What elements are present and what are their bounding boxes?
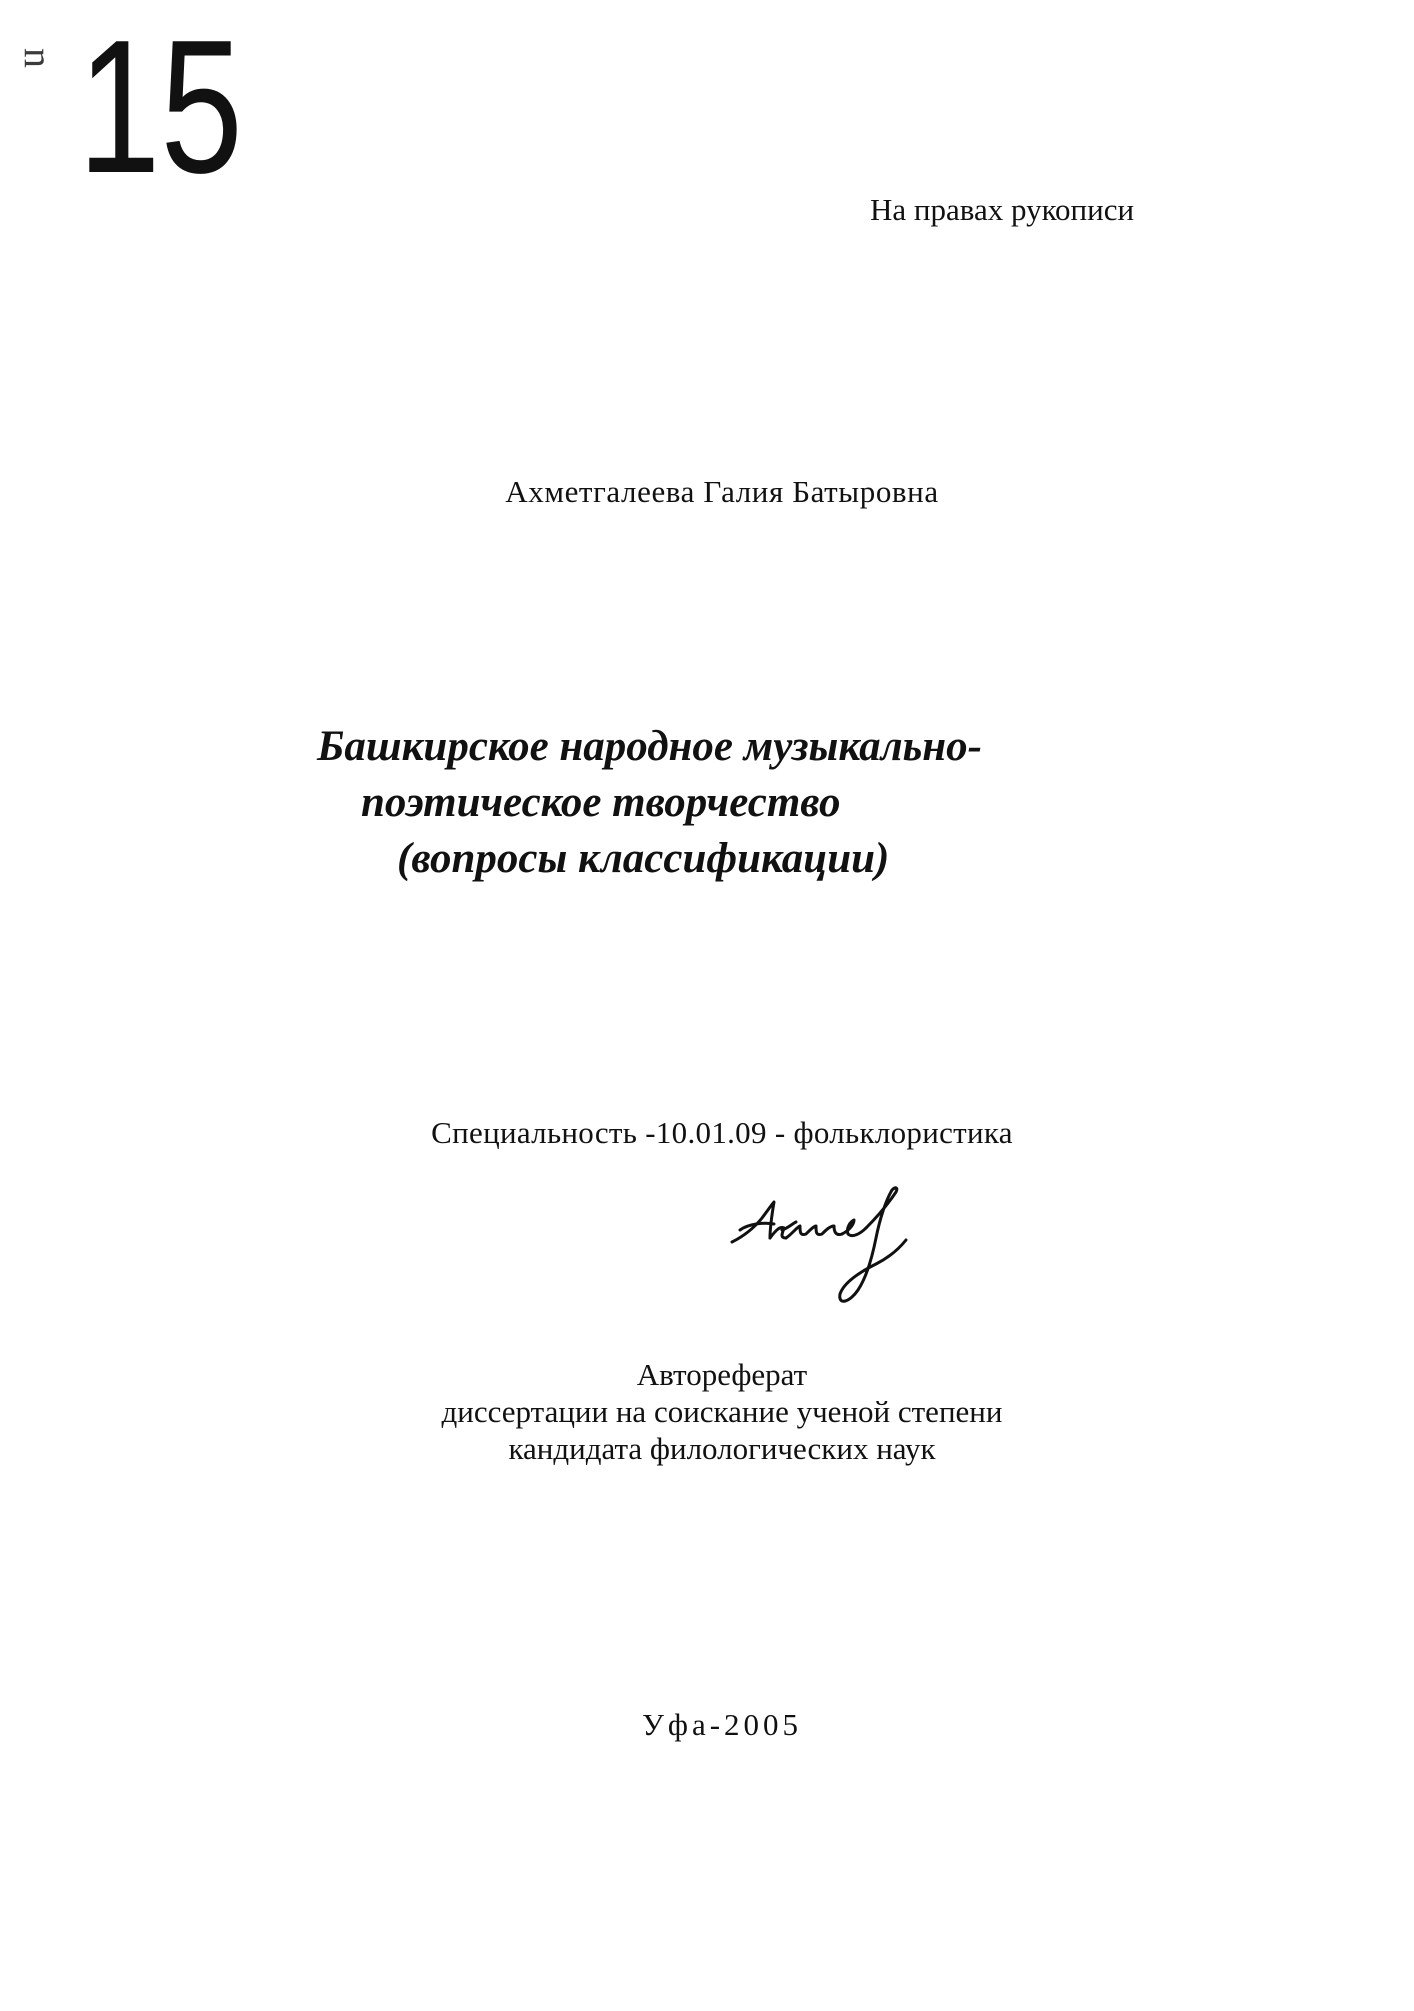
specialty-line: Специальность -10.01.09 - фольклористика: [431, 1115, 1013, 1150]
document-type-line-3: кандидата филологических наук: [508, 1431, 936, 1466]
document-type-line-2: диссертации на соискание ученой степени: [441, 1394, 1003, 1429]
title-line-3: (вопросы классификации): [397, 835, 890, 882]
stamp-number: 15: [78, 1, 243, 213]
document-type-block: [0, 1356, 1414, 1467]
manuscript-notice: На правах рукописи: [870, 192, 1135, 227]
archive-stamp: [16, 1, 243, 213]
city-year: Уфа-2005: [641, 1707, 803, 1742]
title-line-1: Башкирское народное музыкально-: [317, 723, 982, 770]
stamp-small-mark: n: [16, 48, 61, 69]
title-line-2: поэтическое творчество: [361, 779, 841, 826]
author-name: Ахметгалеева Галия Батыровна: [505, 474, 939, 509]
handwritten-signature: [726, 1178, 936, 1313]
document-type-line-1: Автореферат: [636, 1357, 808, 1392]
